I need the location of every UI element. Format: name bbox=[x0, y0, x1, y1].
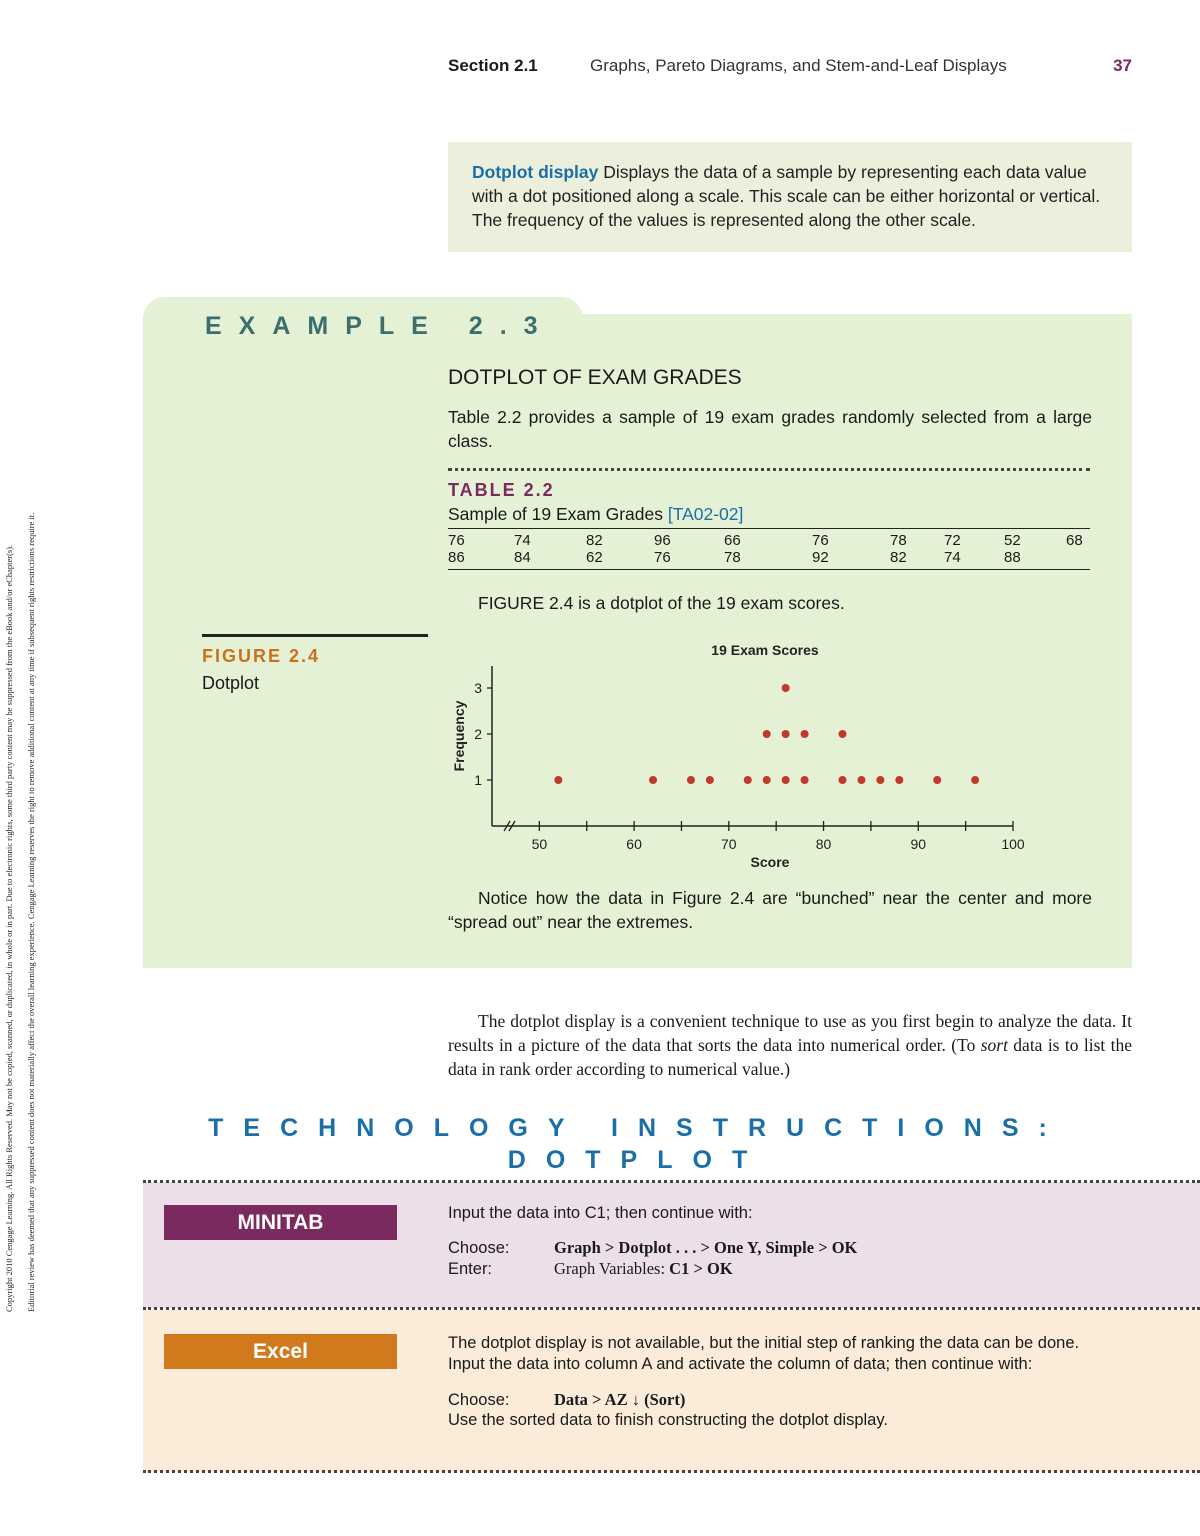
grade-cell: 84 bbox=[514, 549, 531, 566]
body-paragraph bbox=[448, 1009, 1132, 1081]
example-label: EXAMPLE 2.3 bbox=[205, 312, 555, 340]
grade-cell: 74 bbox=[514, 532, 531, 549]
excel-choose-command: Data > AZ ↓ (Sort) bbox=[554, 1390, 686, 1409]
data-point bbox=[687, 776, 695, 784]
body-text-italic: sort bbox=[980, 1035, 1008, 1055]
data-point bbox=[706, 776, 714, 784]
section-number: Section 2.1 bbox=[448, 56, 538, 75]
minitab-choose-command: Graph > Dotplot . . . > One Y, Simple > OK bbox=[554, 1238, 858, 1257]
grade-cell: 62 bbox=[586, 549, 603, 566]
data-point bbox=[838, 730, 846, 738]
chart-title: 19 Exam Scores bbox=[711, 642, 819, 658]
table-data-reference: [TA02-02] bbox=[667, 504, 744, 524]
example-notice: Notice how the data in Figure 2.4 are “bunched” near the center and more “spread out” near the extremes. bbox=[448, 888, 1092, 932]
data-point bbox=[933, 776, 941, 784]
data-point bbox=[801, 776, 809, 784]
band-separator bbox=[143, 1470, 1200, 1473]
figure-caption: Dotplot bbox=[202, 673, 260, 693]
running-head bbox=[448, 56, 1132, 80]
data-point bbox=[782, 776, 790, 784]
grade-cell: 82 bbox=[890, 549, 907, 566]
x-axis-label: Score bbox=[750, 854, 790, 870]
data-point bbox=[782, 684, 790, 692]
definition-box bbox=[448, 142, 1132, 252]
grade-cell: 82 bbox=[586, 532, 603, 549]
data-point bbox=[763, 730, 771, 738]
grade-cell: 76 bbox=[448, 532, 465, 549]
excel-choose-label: Choose: bbox=[448, 1391, 510, 1409]
data-point bbox=[801, 730, 809, 738]
example-heading: DOTPLOT OF EXAM GRADES bbox=[448, 366, 742, 389]
table-label: TABLE 2.2 bbox=[448, 480, 555, 500]
minitab-intro: Input the data into C1; then continue with: bbox=[448, 1204, 753, 1222]
definition-text: Displays the data of a sample by representing each data value with a dot positioned along a scale. This scale can be either horizontal or vertical. The frequency of the values is represented along the other scale. bbox=[472, 162, 1101, 230]
grade-cell: 86 bbox=[448, 549, 465, 566]
data-point bbox=[895, 776, 903, 784]
technology-title bbox=[143, 1112, 1132, 1176]
grade-cell: 68 bbox=[1066, 532, 1083, 549]
x-tick-label: 100 bbox=[1001, 836, 1025, 852]
excel-line-2: Input the data into column A and activate the column of data; then continue with: bbox=[448, 1355, 1033, 1373]
x-tick-label: 80 bbox=[815, 836, 832, 852]
dotplot-chart bbox=[444, 636, 1044, 876]
excel-line-1: The dotplot display is not available, but the initial step of ranking the data can be done. bbox=[448, 1334, 1080, 1352]
table-caption bbox=[448, 504, 743, 525]
figure-intro: FIGURE 2.4 is a dotplot of the 19 exam scores. bbox=[478, 593, 845, 613]
excel-choose-row bbox=[448, 1389, 685, 1411]
definition-term: Dotplot display bbox=[472, 162, 599, 182]
grade-cell: 88 bbox=[1004, 549, 1021, 566]
y-tick-label: 1 bbox=[474, 772, 482, 788]
example-intro: Table 2.2 provides a sample of 19 exam grades randomly selected from a large class. bbox=[448, 407, 1092, 451]
figure-label: FIGURE 2.4 bbox=[202, 646, 321, 666]
grade-cell: 52 bbox=[1004, 532, 1021, 549]
minitab-choose-row bbox=[448, 1237, 857, 1259]
x-tick-label: 90 bbox=[910, 836, 927, 852]
technology-title-line-1: TECHNOLOGY INSTRUCTIONS: bbox=[208, 1114, 1067, 1142]
y-axis-label: Frequency bbox=[451, 700, 467, 772]
grade-cell: 72 bbox=[944, 532, 961, 549]
data-point bbox=[857, 776, 865, 784]
technology-title-line-2: DOTPLOT bbox=[507, 1146, 768, 1174]
copyright-line-2: Editorial review has deemed that any suppressed content does not materially affect the overall learning experience. Cengage Learning reserves the right to remove additional content at any time if subsequent rights restrictions require it. bbox=[26, 512, 36, 1312]
copyright-sidebar bbox=[0, 0, 44, 1536]
grade-cell: 76 bbox=[654, 549, 671, 566]
data-point bbox=[838, 776, 846, 784]
data-point bbox=[876, 776, 884, 784]
minitab-label: MINITAB bbox=[164, 1205, 397, 1240]
grades-table bbox=[448, 528, 1090, 570]
grade-cell: 96 bbox=[654, 532, 671, 549]
minitab-enter-row bbox=[448, 1258, 733, 1280]
excel-label: Excel bbox=[164, 1334, 397, 1369]
figure-rule bbox=[202, 634, 428, 637]
data-point bbox=[763, 776, 771, 784]
y-tick-label: 3 bbox=[474, 680, 482, 696]
x-tick-label: 50 bbox=[531, 836, 548, 852]
body-text-before: The dotplot display is a convenient technique to use as you first begin to analyze the data. It results in a picture of the data that sorts the data into numerical order. (To bbox=[448, 1011, 1132, 1055]
data-point bbox=[649, 776, 657, 784]
x-tick-label: 60 bbox=[626, 836, 642, 852]
x-tick-label: 70 bbox=[721, 836, 737, 852]
minitab-enter-command: Graph Variables: bbox=[554, 1259, 670, 1278]
minitab-enter-label: Enter: bbox=[448, 1260, 493, 1278]
band-separator bbox=[143, 1180, 1200, 1183]
copyright-line-1: Copyright 2010 Cengage Learning. All Rights Reserved. May not be copied, scanned, or duplicated, in whole or in part. Due to electronic rights, some third party content may be suppressed from the eBook and/or eChapter(s). bbox=[4, 544, 14, 1312]
table-caption-text: Sample of 19 Exam Grades bbox=[448, 504, 668, 524]
body-text-after: data is to list the data in rank order according to numerical value.) bbox=[448, 1035, 1132, 1079]
band-separator bbox=[143, 1307, 1200, 1310]
data-point bbox=[554, 776, 562, 784]
section-title: Graphs, Pareto Diagrams, and Stem-and-Leaf Displays bbox=[590, 56, 1007, 75]
grade-cell: 66 bbox=[724, 532, 741, 549]
grade-cell: 78 bbox=[890, 532, 907, 549]
data-point bbox=[971, 776, 979, 784]
excel-line-3: Use the sorted data to finish constructing the dotplot display. bbox=[448, 1411, 888, 1429]
minitab-enter-command-bold: C1 > OK bbox=[669, 1259, 733, 1278]
minitab-choose-label: Choose: bbox=[448, 1239, 510, 1257]
y-tick-label: 2 bbox=[474, 726, 482, 742]
data-point bbox=[744, 776, 752, 784]
grade-cell: 74 bbox=[944, 549, 961, 566]
table-divider bbox=[448, 468, 1090, 471]
grade-cell: 92 bbox=[812, 549, 829, 566]
page-number: 37 bbox=[1113, 56, 1132, 75]
data-point bbox=[782, 730, 790, 738]
grade-cell: 78 bbox=[724, 549, 741, 566]
grade-cell: 76 bbox=[812, 532, 829, 549]
